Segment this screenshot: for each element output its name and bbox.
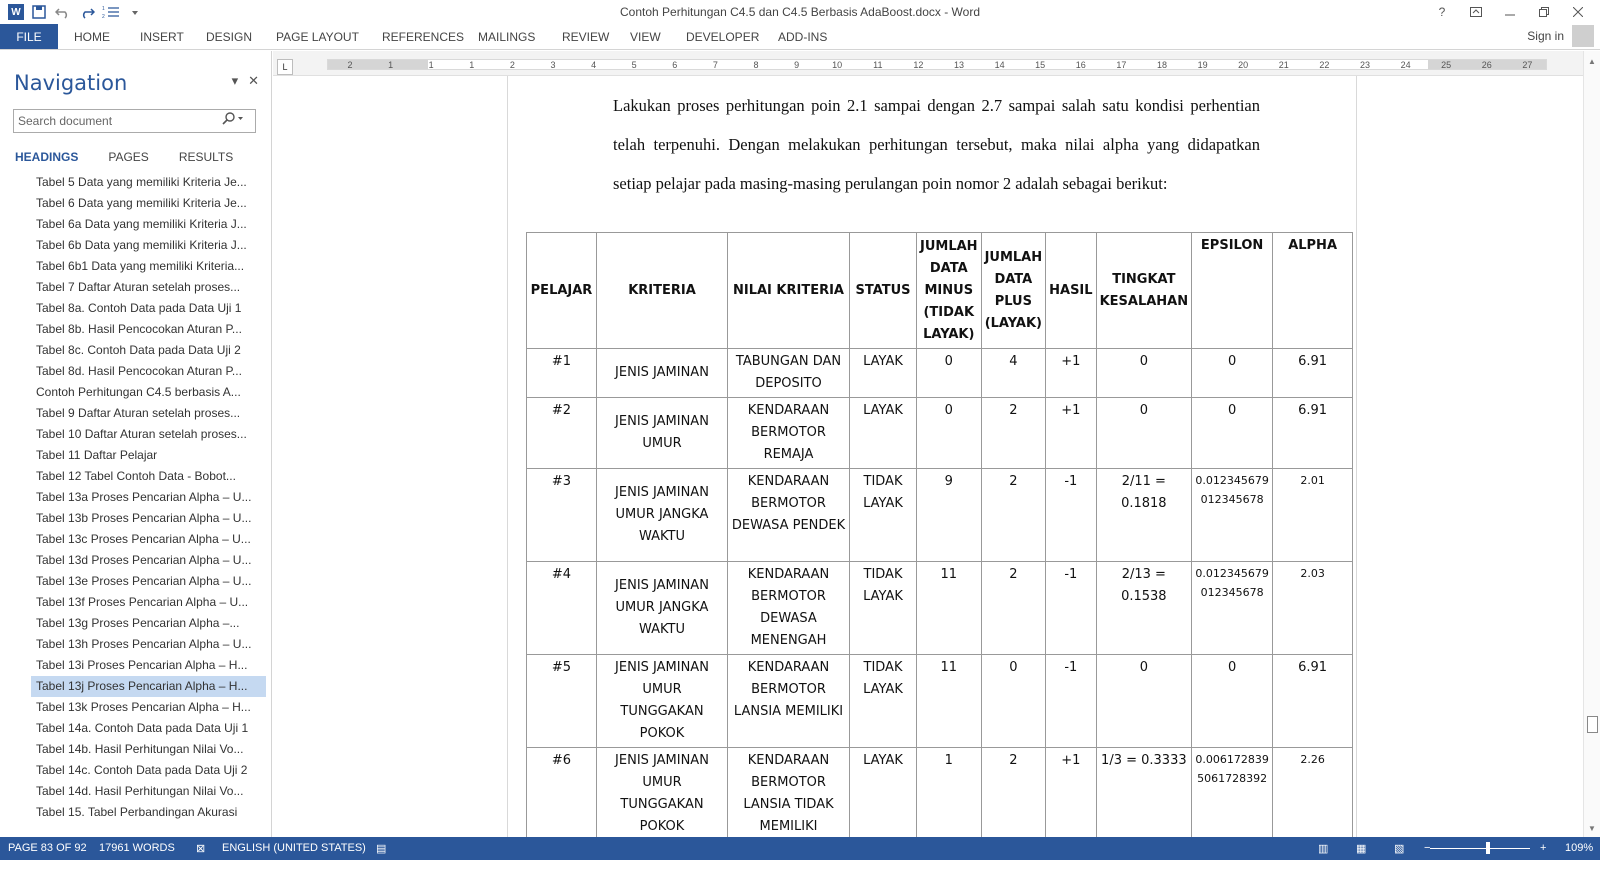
search-input[interactable]: Search document [13, 109, 256, 133]
table-cell: 0 [1096, 349, 1192, 398]
tab-view[interactable]: VIEW [630, 30, 661, 44]
sign-in-link[interactable]: Sign in [1527, 29, 1564, 43]
scroll-up-icon[interactable]: ▲ [1588, 57, 1596, 66]
body-paragraph[interactable] [613, 86, 1260, 203]
ruler-tick-label: 17 [1116, 60, 1127, 70]
table-cell: JENIS JAMINAN [597, 349, 728, 398]
column-header: ALPHA [1273, 233, 1353, 349]
avatar[interactable] [1572, 25, 1594, 47]
table-cell: 2/11 = 0.1818 [1096, 469, 1192, 562]
document-page [507, 76, 1357, 837]
table-cell: TIDAK LAYAK [850, 655, 917, 748]
ruler-tick-label: 25 [1441, 60, 1452, 70]
tab-file[interactable]: FILE [0, 24, 58, 49]
tab-design[interactable]: DESIGN [206, 30, 253, 44]
table-row[interactable] [527, 562, 1353, 655]
ruler-tick-label: 10 [832, 60, 843, 70]
tab-mailings[interactable]: MAILINGS [478, 30, 536, 44]
ruler-tick-label: 9 [794, 60, 800, 70]
navigation-title: Navigation [14, 71, 128, 95]
table-cell: JENIS JAMINAN UMUR TUNGGAKAN POKOK [597, 748, 728, 838]
ruler-tick-label: 26 [1481, 60, 1492, 70]
navigation-tabs [15, 150, 263, 164]
proofing-icon[interactable]: ⊠ [196, 843, 206, 855]
column-header: EPSILON [1192, 233, 1273, 349]
heading-item[interactable]: Tabel 13k Proses Pencarian Alpha – H... [36, 700, 251, 714]
heading-item[interactable]: Tabel 13c Proses Pencarian Alpha – U... [36, 532, 251, 546]
table-cell: JENIS JAMINAN UMUR JANGKA WAKTU [597, 469, 728, 562]
heading-item[interactable]: Tabel 13j Proses Pencarian Alpha – H... [31, 676, 266, 697]
scroll-thumb[interactable] [1587, 716, 1598, 733]
table-cell: 2 [981, 748, 1046, 838]
table-cell: KENDARAAN BERMOTOR LANSIA MEMILIKI [728, 655, 850, 748]
table-cell: 11 [917, 655, 982, 748]
table-cell: 9 [917, 469, 982, 562]
ruler-tick-label: 3 [550, 60, 556, 70]
zoom-slider-thumb[interactable] [1486, 842, 1490, 854]
table-cell: KENDARAAN BERMOTOR REMAJA [728, 398, 850, 469]
alpha-table[interactable] [526, 232, 1353, 837]
svg-text:1: 1 [102, 6, 105, 12]
table-cell: -1 [1046, 469, 1096, 562]
tab-results[interactable]: RESULTS [178, 150, 234, 164]
table-cell: JENIS JAMINAN UMUR [597, 398, 728, 469]
tab-review[interactable]: REVIEW [562, 30, 610, 44]
close-icon[interactable] [1564, 2, 1592, 22]
table-cell: 1 [917, 748, 982, 838]
ruler-tick-label: 2 [347, 60, 353, 70]
table-cell: #6 [527, 748, 597, 838]
column-header: PELAJAR [527, 233, 597, 349]
ruler-tick-label: 14 [994, 60, 1005, 70]
table-cell: 2.03 [1273, 562, 1353, 655]
ruler-tick-label: 19 [1197, 60, 1208, 70]
help-icon[interactable]: ? [1438, 5, 1446, 19]
heading-item[interactable]: Tabel 8a. Contoh Data pada Data Uji 1 [36, 301, 242, 315]
paragraph-line: telah terpenuhi. Dengan melakukan perhitungan tersebut, maka nilai alpha yang didapatkan [613, 135, 1260, 154]
table-cell: LAYAK [850, 349, 917, 398]
heading-item[interactable]: Tabel 7 Daftar Aturan setelah proses... [36, 280, 241, 294]
table-cell: +1 [1046, 748, 1096, 838]
table-cell: TIDAK LAYAK [850, 469, 917, 562]
vertical-scrollbar[interactable] [1583, 51, 1600, 837]
ruler-tick-label: 1 [388, 60, 394, 70]
zoom-in-icon[interactable]: + [1540, 842, 1547, 854]
ruler-tick-label: 8 [753, 60, 759, 70]
heading-item[interactable]: Tabel 8c. Contoh Data pada Data Uji 2 [36, 343, 241, 357]
ruler-tick-label: 18 [1156, 60, 1167, 70]
title-bar [0, 0, 1600, 24]
heading-item[interactable]: Tabel 13i Proses Pencarian Alpha – H... [36, 658, 248, 672]
table-row[interactable] [527, 655, 1353, 748]
table-cell: 11 [917, 562, 982, 655]
table-cell: #5 [527, 655, 597, 748]
ruler-tick-label: 2 [509, 60, 515, 70]
headings-list [31, 172, 266, 872]
column-header: JUMLAH DATA MINUS (TIDAK LAYAK) [917, 233, 982, 349]
table-cell: 0 [1096, 655, 1192, 748]
ruler-tick-label: 22 [1319, 60, 1330, 70]
table-cell: -1 [1046, 562, 1096, 655]
zoom-slider[interactable] [1430, 848, 1530, 849]
ruler-tick-label: 4 [591, 60, 597, 70]
column-header: KRITERIA [597, 233, 728, 349]
table-cell: +1 [1046, 349, 1096, 398]
heading-item[interactable]: Tabel 14b. Hasil Perhitungan Nilai Vo... [36, 742, 244, 756]
table-cell: TIDAK LAYAK [850, 562, 917, 655]
table-cell: 4 [981, 349, 1046, 398]
heading-item[interactable]: Tabel 14d. Hasil Perhitungan Nilai Vo... [36, 784, 244, 798]
read-mode-icon[interactable]: ▥ [1318, 843, 1329, 855]
ruler-tick-label: 21 [1278, 60, 1289, 70]
ruler-bar [273, 51, 1600, 76]
column-header: TINGKAT KESALAHAN [1096, 233, 1192, 349]
ruler-tick-label: 1 [469, 60, 475, 70]
table-cell: #2 [527, 398, 597, 469]
table-cell: JENIS JAMINAN UMUR TUNGGAKAN POKOK [597, 655, 728, 748]
table-cell: 0 [1192, 349, 1273, 398]
ruler-tick-label: 20 [1238, 60, 1249, 70]
tab-home[interactable]: HOME [74, 30, 110, 44]
table-cell: JENIS JAMINAN UMUR JANGKA WAKTU [597, 562, 728, 655]
ruler-tick-label: 5 [631, 60, 637, 70]
table-cell: 0 [917, 349, 982, 398]
table-cell: 2 [981, 562, 1046, 655]
ruler-tick-label: 24 [1400, 60, 1411, 70]
heading-item[interactable]: Tabel 13e Proses Pencarian Alpha – U... [36, 574, 252, 588]
ribbon-display-icon[interactable] [1462, 2, 1490, 22]
web-layout-icon[interactable]: ▧ [1394, 843, 1405, 855]
document-area[interactable] [273, 76, 1583, 837]
ruler-tick-label: 1 [428, 60, 434, 70]
table-cell: TABUNGAN DAN DEPOSITO [728, 349, 850, 398]
table-cell: 0 [917, 398, 982, 469]
table-cell: #4 [527, 562, 597, 655]
table-row[interactable] [527, 469, 1353, 562]
word-count[interactable]: 17961 WORDS [99, 842, 175, 854]
ruler-tick-label: 7 [712, 60, 718, 70]
table-cell: 0 [1192, 655, 1273, 748]
horizontal-ruler[interactable] [327, 59, 1547, 70]
tab-references[interactable]: REFERENCES [382, 30, 465, 44]
table-cell: 2 [981, 398, 1046, 469]
heading-item[interactable]: Tabel 13b Proses Pencarian Alpha – U... [36, 511, 252, 525]
navigation-pane [0, 51, 272, 837]
ruler-tick-label: 11 [873, 60, 883, 70]
heading-item[interactable]: Tabel 13g Proses Pencarian Alpha –... [36, 616, 240, 630]
status-bar [0, 837, 1600, 860]
heading-item[interactable]: Tabel 10 Daftar Aturan setelah proses... [36, 427, 247, 441]
heading-item[interactable]: Tabel 12 Tabel Contoh Data - Bobot... [36, 469, 236, 483]
tab-developer[interactable]: DEVELOPER [686, 30, 760, 44]
table-cell: KENDARAAN BERMOTOR DEWASA MENENGAH [728, 562, 850, 655]
table-row[interactable] [527, 398, 1353, 469]
table-cell: 0 [1096, 398, 1192, 469]
ruler-tick-label: 15 [1035, 60, 1046, 70]
heading-item[interactable]: Tabel 5 Data yang memiliki Kriteria Je... [36, 175, 247, 189]
paragraph-line: setiap pelajar pada masing-masing perulangan poin nomor 2 adalah sebagai berikut: [613, 174, 1168, 193]
ruler-tick-label: 13 [953, 60, 964, 70]
heading-item[interactable]: Tabel 13f Proses Pencarian Alpha – U... [36, 595, 249, 609]
column-header: STATUS [850, 233, 917, 349]
window-controls [1428, 2, 1592, 22]
heading-item[interactable]: Tabel 15. Tabel Perbandingan Akurasi [36, 805, 238, 819]
tab-pages[interactable]: PAGES [108, 150, 149, 164]
zoom-level[interactable]: 109% [1565, 842, 1594, 854]
document-title: Contoh Perhitungan C4.5 dan C4.5 Berbasis AdaBoost.docx - Word [620, 5, 980, 19]
table-cell: KENDARAAN BERMOTOR LANSIA TIDAK MEMILIKI [728, 748, 850, 838]
restore-icon[interactable] [1530, 2, 1558, 22]
table-cell: 0.006172839 5061728392 [1192, 748, 1273, 838]
heading-item[interactable]: Tabel 6 Data yang memiliki Kriteria Je... [36, 196, 247, 210]
heading-item[interactable]: Tabel 13h Proses Pencarian Alpha – U... [36, 637, 252, 651]
macro-icon[interactable]: ▤ [376, 843, 387, 855]
svg-text:2: 2 [102, 14, 105, 19]
table-cell: 0.012345679 012345678 [1192, 469, 1273, 562]
tab-headings[interactable]: HEADINGS [15, 150, 79, 164]
ruler-tick-label: 27 [1522, 60, 1533, 70]
table-row[interactable] [527, 748, 1353, 838]
tab-insert[interactable]: INSERT [140, 30, 184, 44]
table-cell: 1/3 = 0.3333 [1096, 748, 1192, 838]
page-count[interactable]: PAGE 83 OF 92 [8, 842, 87, 854]
table-cell: 2/13 = 0.1538 [1096, 562, 1192, 655]
table-cell: #1 [527, 349, 597, 398]
table-cell: 2.26 [1273, 748, 1353, 838]
table-cell: KENDARAAN BERMOTOR DEWASA PENDEK [728, 469, 850, 562]
heading-item[interactable]: Tabel 6a Data yang memiliki Kriteria J... [36, 217, 247, 231]
table-cell: +1 [1046, 398, 1096, 469]
heading-item[interactable]: Tabel 8b. Hasil Pencocokan Aturan P... [36, 322, 242, 336]
ruler-tick-label: 23 [1359, 60, 1370, 70]
heading-item[interactable]: Tabel 9 Daftar Aturan setelah proses... [36, 406, 241, 420]
column-header: NILAI KRITERIA [728, 233, 850, 349]
ruler-tick-label: 12 [913, 60, 924, 70]
table-cell: 0.012345679 012345678 [1192, 562, 1273, 655]
heading-item[interactable]: Tabel 13d Proses Pencarian Alpha – U... [36, 553, 252, 567]
pane-options-icon[interactable]: ▾ [231, 73, 239, 88]
tab-page-layout[interactable]: PAGE LAYOUT [276, 30, 359, 44]
table-cell: 2 [981, 469, 1046, 562]
column-header: JUMLAH DATA PLUS (LAYAK) [981, 233, 1046, 349]
navigation-controls [232, 73, 259, 89]
heading-item[interactable]: Tabel 14c. Contoh Data pada Data Uji 2 [36, 763, 248, 777]
heading-item[interactable]: Tabel 6b Data yang memiliki Kriteria J... [36, 238, 247, 252]
column-header: HASIL [1046, 233, 1096, 349]
table-cell: -1 [1046, 655, 1096, 748]
ruler-tick-label: 6 [672, 60, 678, 70]
table-cell: 0 [981, 655, 1046, 748]
table-cell: #3 [527, 469, 597, 562]
language[interactable]: ENGLISH (UNITED STATES) [222, 842, 366, 854]
table-cell: 0 [1192, 398, 1273, 469]
scroll-down-icon[interactable]: ▼ [1588, 824, 1596, 833]
heading-item[interactable]: Tabel 11 Daftar Pelajar [36, 448, 158, 462]
paragraph-line: Lakukan proses perhitungan poin 2.1 sampai dengan 2.7 sampai salah satu kondisi perhentian [613, 96, 1260, 115]
close-pane-icon[interactable]: ✕ [248, 73, 259, 88]
table-cell: LAYAK [850, 748, 917, 838]
table-cell: 6.91 [1273, 655, 1353, 748]
heading-item[interactable]: Tabel 8d. Hasil Pencocokan Aturan P... [36, 364, 242, 378]
table-row[interactable] [527, 349, 1353, 398]
search-icon[interactable] [222, 112, 265, 131]
table-cell: LAYAK [850, 398, 917, 469]
ribbon-tabs [0, 24, 1600, 50]
heading-item[interactable]: Tabel 13a Proses Pencarian Alpha – U... [36, 490, 252, 504]
zoom-out-icon[interactable]: − [1424, 842, 1431, 854]
table-cell: 2.01 [1273, 469, 1353, 562]
print-layout-icon[interactable]: ▦ [1356, 843, 1367, 855]
tab-add-ins[interactable]: ADD-INS [778, 30, 828, 44]
word-logo-icon: W [8, 4, 24, 20]
table-cell: 6.91 [1273, 398, 1353, 469]
heading-item[interactable]: Tabel 6b1 Data yang memiliki Kriteria... [36, 259, 245, 273]
table-cell: 6.91 [1273, 349, 1353, 398]
ruler-tick-label: 16 [1075, 60, 1086, 70]
tab-selector-icon[interactable]: L [277, 59, 293, 75]
minimize-icon[interactable] [1496, 2, 1524, 22]
heading-item[interactable]: Contoh Perhitungan C4.5 berbasis A... [36, 385, 241, 399]
heading-item[interactable]: Tabel 14a. Contoh Data pada Data Uji 1 [36, 721, 249, 735]
